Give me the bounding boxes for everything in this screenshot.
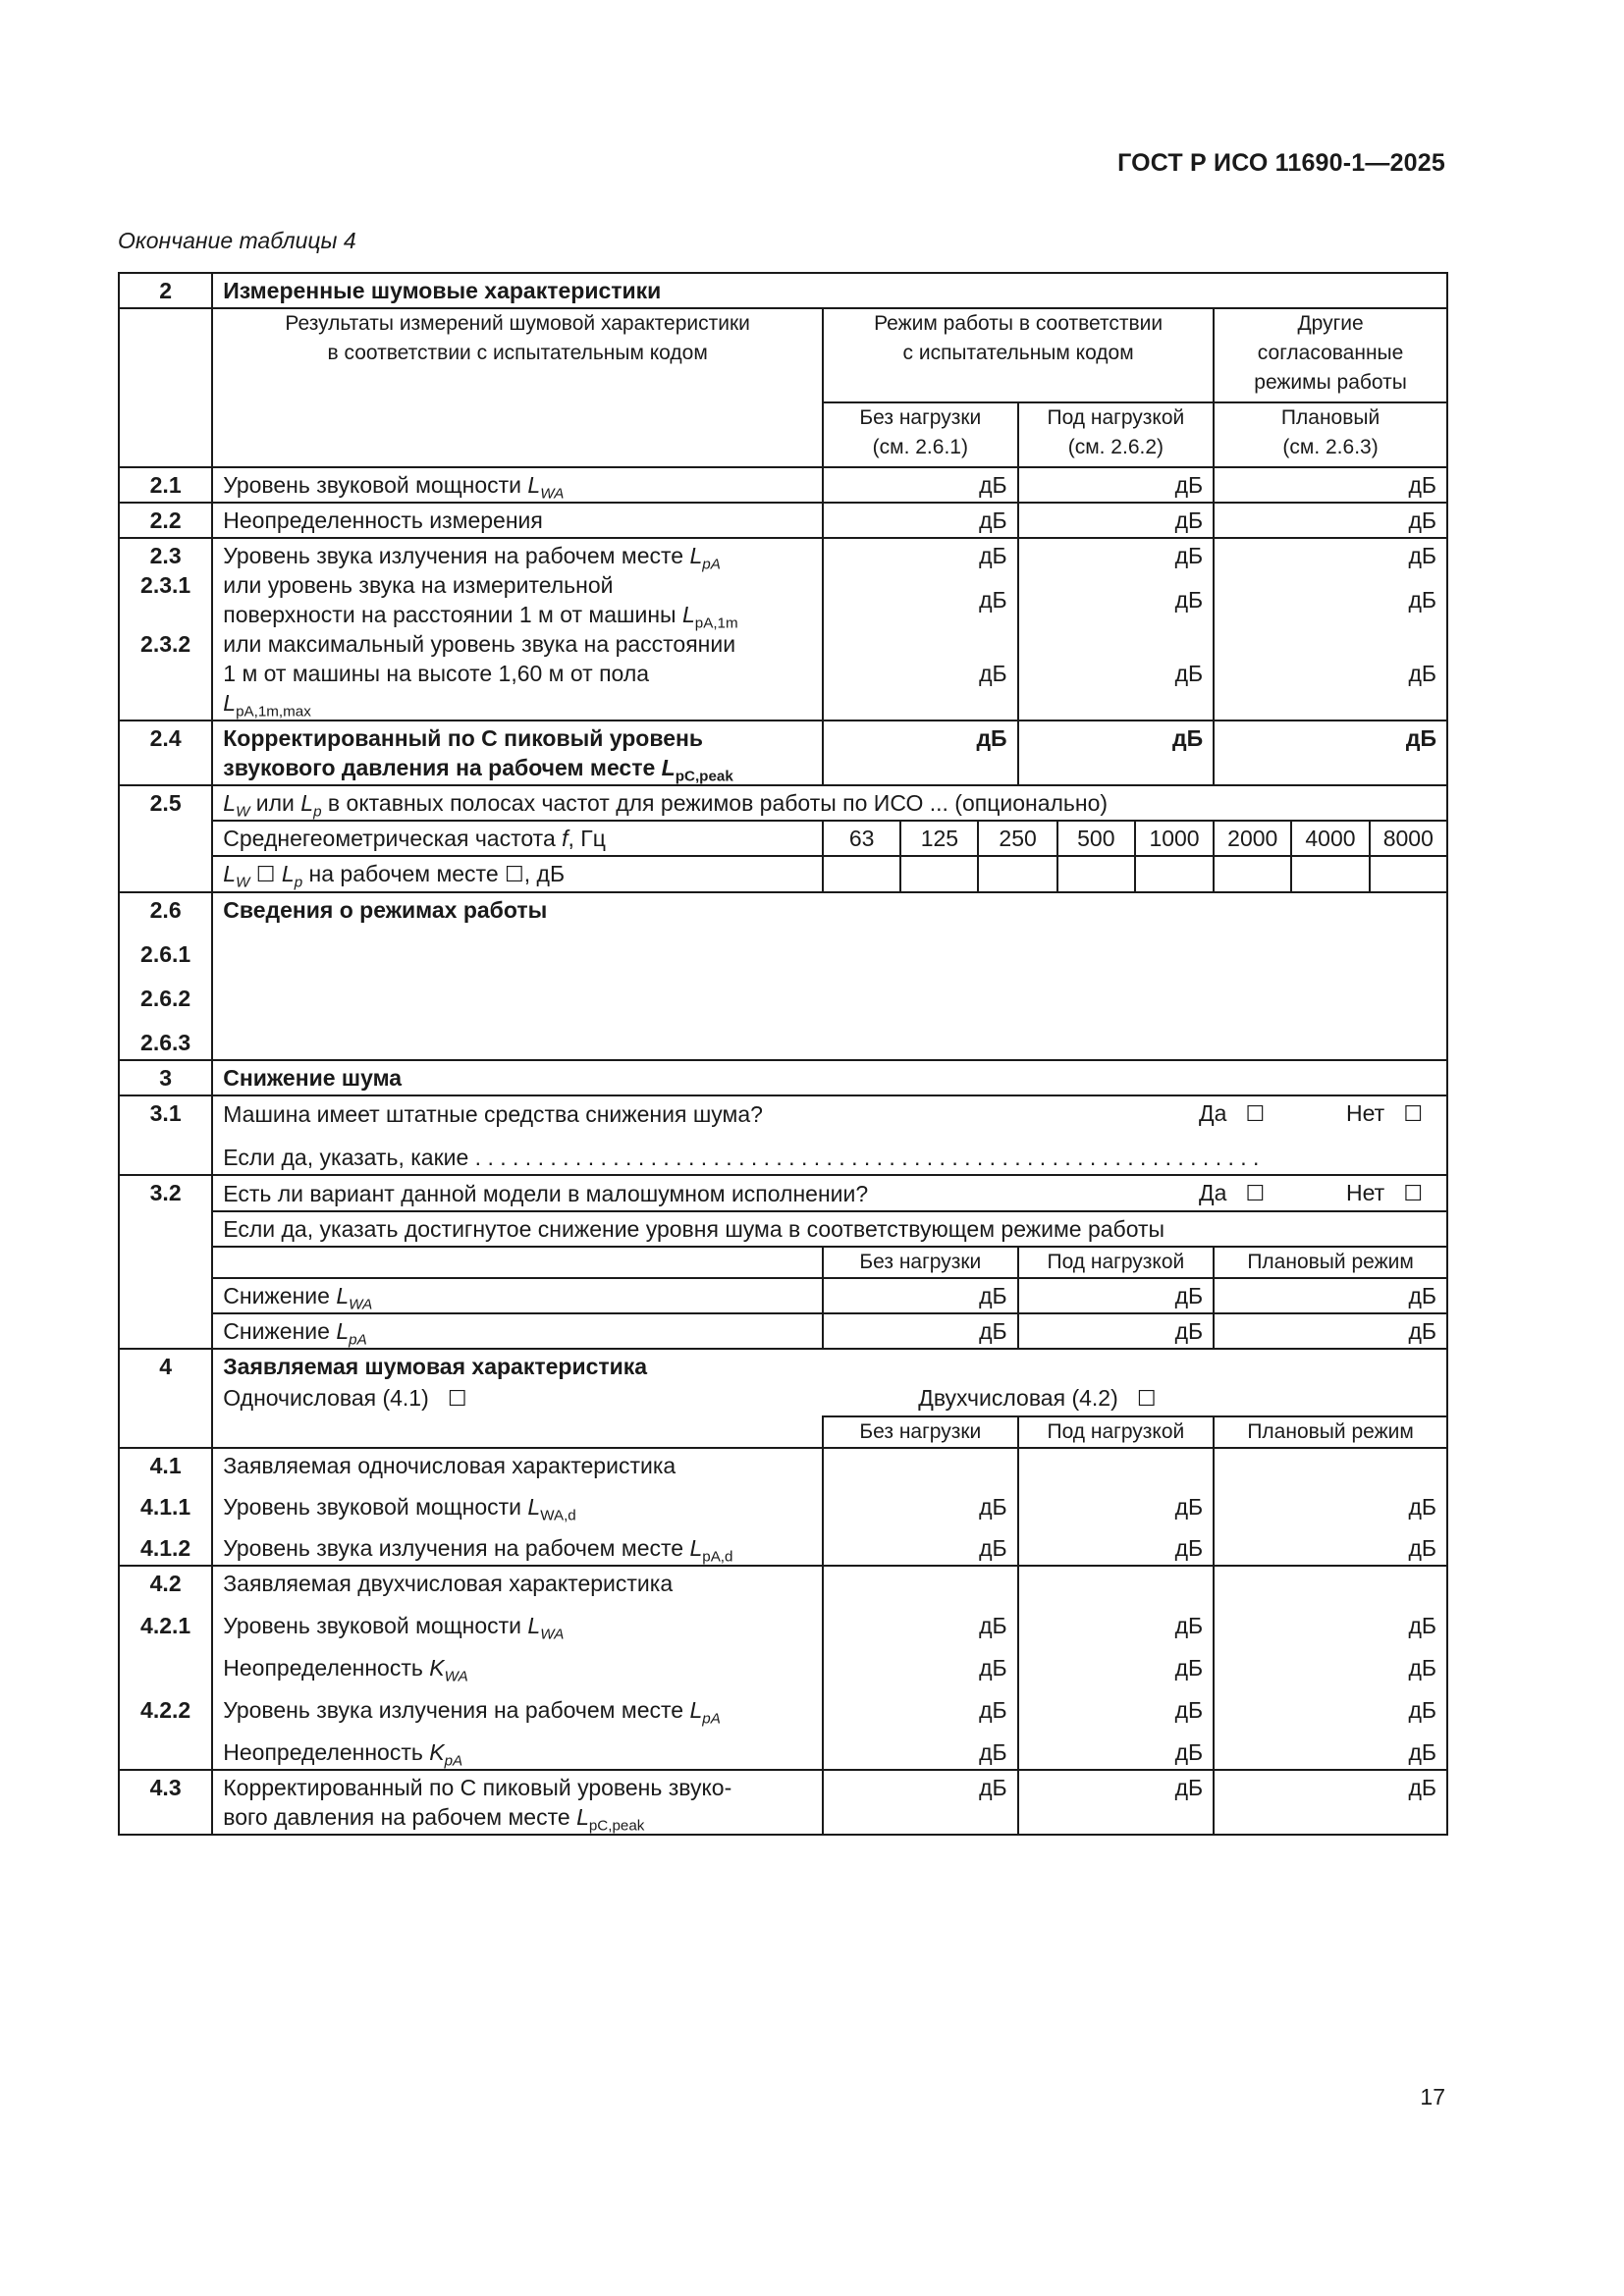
row-2-1 xyxy=(119,467,1447,503)
yes-checkbox[interactable]: ☐ xyxy=(1245,1101,1266,1126)
row-number: 4.1 4.1.1 4.1.2 xyxy=(119,1448,212,1566)
value-cell[interactable]: дБ дБ дБ xyxy=(1018,538,1215,721)
value-cell[interactable]: дБ xyxy=(823,1278,1018,1313)
section-2-header xyxy=(119,273,1447,308)
single-number-checkbox[interactable]: ☐ xyxy=(447,1386,467,1411)
row-number: 2.1 xyxy=(119,467,212,503)
octave-value-cell[interactable] xyxy=(1370,856,1447,892)
frequency-cell: 8000 xyxy=(1370,821,1447,856)
section-number: 2 xyxy=(119,273,212,308)
section-title: Снижение шума xyxy=(212,1060,1447,1095)
other-modes-header: Другие согласованные режимы работы xyxy=(1214,308,1447,402)
row-2-6 xyxy=(119,892,1447,1060)
frequency-cell: 4000 xyxy=(1291,821,1369,856)
row-label: Уровень звука излучения на рабочем месте $L_{pA}$ или уровень звука на измерительной поверхности на расстоянии 1 м от машины $L_{pA,1m}$ или максимальный уровень звука на расстоянии 1 м от машины на высоте 1,60 м от пола $L_{pA,1m,max}$ xyxy=(212,538,823,721)
value-cell[interactable]: дБ xyxy=(1018,1770,1215,1835)
results-header: Результаты измерений шумовой характеристики в соответствии с испытательным кодом xyxy=(212,308,823,467)
value-cell[interactable]: дБ дБ дБ xyxy=(1214,538,1447,721)
row-label: Снижение $L_{pA}$ xyxy=(212,1313,823,1349)
row-3-2 xyxy=(119,1175,1447,1211)
under-load-header: Под нагрузкой (см. 2.6.2) xyxy=(1018,402,1215,467)
frequency-label: Среднегеометрическая частота f, Гц xyxy=(212,821,823,856)
value-cell[interactable]: дБ xyxy=(1214,503,1447,538)
value-cell[interactable]: дБ дБ дБ дБ xyxy=(823,1566,1018,1770)
value-cell[interactable]: дБ xyxy=(823,503,1018,538)
value-cell[interactable]: дБ xyxy=(823,721,1018,785)
value-cell[interactable]: дБ xyxy=(1018,503,1215,538)
no-checkbox[interactable]: ☐ xyxy=(1403,1181,1424,1205)
column-header-row xyxy=(119,308,1447,402)
no-load-header: Без нагрузки (см. 2.6.1) xyxy=(823,402,1018,467)
value-cell[interactable]: дБ xyxy=(823,1770,1018,1835)
checkbox-icon[interactable]: ☐ xyxy=(255,862,276,886)
value-cell[interactable]: дБ дБ дБ дБ xyxy=(1214,1566,1447,1770)
dual-number-checkbox[interactable]: ☐ xyxy=(1136,1386,1157,1411)
row-label: Заявляемая одночисловая характеристика Уровень звуковой мощности $L_{WA,d}$ Уровень звука излучения на рабочем месте $L_{pA,d}$ xyxy=(212,1448,823,1566)
octave-value-cell[interactable] xyxy=(823,856,900,892)
no-checkbox[interactable]: ☐ xyxy=(1403,1101,1424,1126)
value-cell[interactable]: дБ xyxy=(1018,1278,1215,1313)
yes-checkbox[interactable]: ☐ xyxy=(1245,1181,1266,1205)
table-caption: Окончание таблицы 4 xyxy=(118,228,356,253)
no-load-header: Без нагрузки xyxy=(823,1416,1018,1448)
section-number: 4 xyxy=(119,1349,212,1448)
value-cell[interactable]: дБ дБ xyxy=(1018,1448,1215,1566)
value-cell[interactable]: дБ xyxy=(1018,721,1215,785)
row-label: Машина имеет штатные средства снижения шума? Да ☐ Нет ☐ Если да, указать, какие . . . . . . . . . . . . . . . . . . . . . . . . . . . . . . . . . . . . . . . . . . . . . . . . . . . . . . . . . . . . . . . xyxy=(212,1095,1447,1175)
section-title: Измеренные шумовые характеристики xyxy=(212,273,1447,308)
no-load-header: Без нагрузки xyxy=(823,1247,1018,1278)
value-cell[interactable]: дБ xyxy=(823,467,1018,503)
frequency-cell: 500 xyxy=(1057,821,1135,856)
frequency-cell: 250 xyxy=(978,821,1056,856)
value-cell[interactable]: дБ xyxy=(1214,1770,1447,1835)
row-number: 3.1 xyxy=(119,1095,212,1175)
row-label: Уровень звуковой мощности $L_{WA}$ xyxy=(212,467,823,503)
under-load-header: Под нагрузкой xyxy=(1018,1247,1215,1278)
frequency-row xyxy=(119,821,1447,856)
row-label: Неопределенность измерения xyxy=(212,503,823,538)
value-cell[interactable]: дБ xyxy=(1214,721,1447,785)
row-label: Снижение $L_{WA}$ xyxy=(212,1278,823,1313)
frequency-cell: 2000 xyxy=(1214,821,1291,856)
row-number: 4.2 4.2.1 4.2.2 xyxy=(119,1566,212,1770)
row-2-4 xyxy=(119,721,1447,785)
row-2-3 xyxy=(119,538,1447,721)
row-2-5 xyxy=(119,785,1447,821)
row-4-2 xyxy=(119,1566,1447,1770)
value-cell[interactable]: дБ xyxy=(1018,1313,1215,1349)
value-cell[interactable]: дБ xyxy=(1214,1278,1447,1313)
mode-header: Режим работы в соответствии с испытательным кодом xyxy=(823,308,1214,402)
operating-modes-info[interactable]: Сведения о режимах работы xyxy=(212,892,1447,1060)
document-code: ГОСТ Р ИСО 11690-1—2025 xyxy=(1117,149,1445,177)
value-cell[interactable]: дБ xyxy=(823,1313,1018,1349)
row-number: 2.6 2.6.1 2.6.2 2.6.3 xyxy=(119,892,212,1060)
section-4-header xyxy=(119,1349,1447,1416)
value-cell[interactable]: дБ дБ xyxy=(1214,1448,1447,1566)
reduction-lpa-row xyxy=(119,1313,1447,1349)
row-number: 2.2 xyxy=(119,503,212,538)
under-load-header: Под нагрузкой xyxy=(1018,1416,1215,1448)
row-number: 2.4 xyxy=(119,721,212,785)
row-2-2 xyxy=(119,503,1447,538)
reduction-note: Если да, указать достигнутое снижение уровня шума в соответствующем режиме работы xyxy=(212,1211,1447,1247)
value-cell[interactable]: дБ xyxy=(1018,467,1215,503)
if-yes-line[interactable]: Если да, указать, какие . . . . . . . . . . . . . . . . . . . . . . . . . . . . . . . . . . . . . . . . . . . . . . . . . . . . . . . . . . . . . . . xyxy=(223,1145,1260,1170)
section-number: 3 xyxy=(119,1060,212,1095)
octave-value-cell[interactable] xyxy=(1135,856,1214,892)
octave-value-cell[interactable] xyxy=(978,856,1056,892)
row-label: Корректированный по С пиковый уровень звукового давления на рабочем месте $L_{pC,peak}$ xyxy=(212,721,823,785)
octave-value-cell[interactable] xyxy=(1057,856,1135,892)
row-4-3 xyxy=(119,1770,1447,1835)
frequency-cell: 1000 xyxy=(1135,821,1214,856)
value-cell[interactable]: дБ дБ xyxy=(823,1448,1018,1566)
reduction-header-row xyxy=(119,1247,1447,1278)
row-number: 3.2 xyxy=(119,1175,212,1349)
planned-mode-header: Плановый режим xyxy=(1214,1247,1447,1278)
octave-value-cell[interactable] xyxy=(1291,856,1369,892)
planned-mode-header: Плановый режим xyxy=(1214,1416,1447,1448)
octave-value-cell[interactable] xyxy=(900,856,978,892)
reduction-note-row xyxy=(119,1211,1447,1247)
row-number: 4.3 xyxy=(119,1770,212,1835)
row-4-1 xyxy=(119,1448,1447,1566)
octave-level-row xyxy=(119,856,1447,892)
planned-header: Плановый (см. 2.6.3) xyxy=(1214,402,1447,467)
row-label: Корректированный по С пиковый уровень звуко- вого давления на рабочем месте $L_{pC,peak}$ xyxy=(212,1770,823,1835)
checkbox-icon[interactable]: ☐ xyxy=(505,862,524,886)
value-cell[interactable]: дБ дБ дБ дБ xyxy=(1018,1566,1215,1770)
row-3-1 xyxy=(119,1095,1447,1175)
octave-value-cell[interactable] xyxy=(1214,856,1291,892)
section-4-columns xyxy=(119,1416,1447,1448)
octave-level-label: $L_W$ ☐ $L_p$ на рабочем месте ☐, дБ xyxy=(212,856,823,892)
row-label: Есть ли вариант данной модели в малошумном исполнении? Да ☐ Нет ☐ xyxy=(212,1175,1447,1211)
row-number: 2.3 2.3.1 2.3.2 xyxy=(119,538,212,721)
value-cell[interactable]: дБ xyxy=(1214,1313,1447,1349)
noise-declaration-table xyxy=(118,272,1448,1836)
section-title-cell: Заявляемая шумовая характеристика Одночисловая (4.1) ☐ Двухчисловая (4.2) ☐ xyxy=(212,1349,1447,1416)
row-label: $L_W$ или $L_p$ в октавных полосах частот для режимов работы по ИСО ... (опционально) xyxy=(212,785,1447,821)
value-cell[interactable]: дБ дБ дБ xyxy=(823,538,1018,721)
page-number: 17 xyxy=(1420,2084,1445,2109)
section-3-header xyxy=(119,1060,1447,1095)
value-cell[interactable]: дБ xyxy=(1214,467,1447,503)
row-number: 2.5 xyxy=(119,785,212,892)
frequency-cell: 63 xyxy=(823,821,900,856)
row-label: Заявляемая двухчисловая характеристика Уровень звуковой мощности $L_{WA}$ Неопределенность $K_{WA}$ Уровень звука излучения на рабочем месте $L_{pA}$ Неопределенность $K_{pA}$ xyxy=(212,1566,823,1770)
reduction-lwa-row xyxy=(119,1278,1447,1313)
frequency-cell: 125 xyxy=(900,821,978,856)
